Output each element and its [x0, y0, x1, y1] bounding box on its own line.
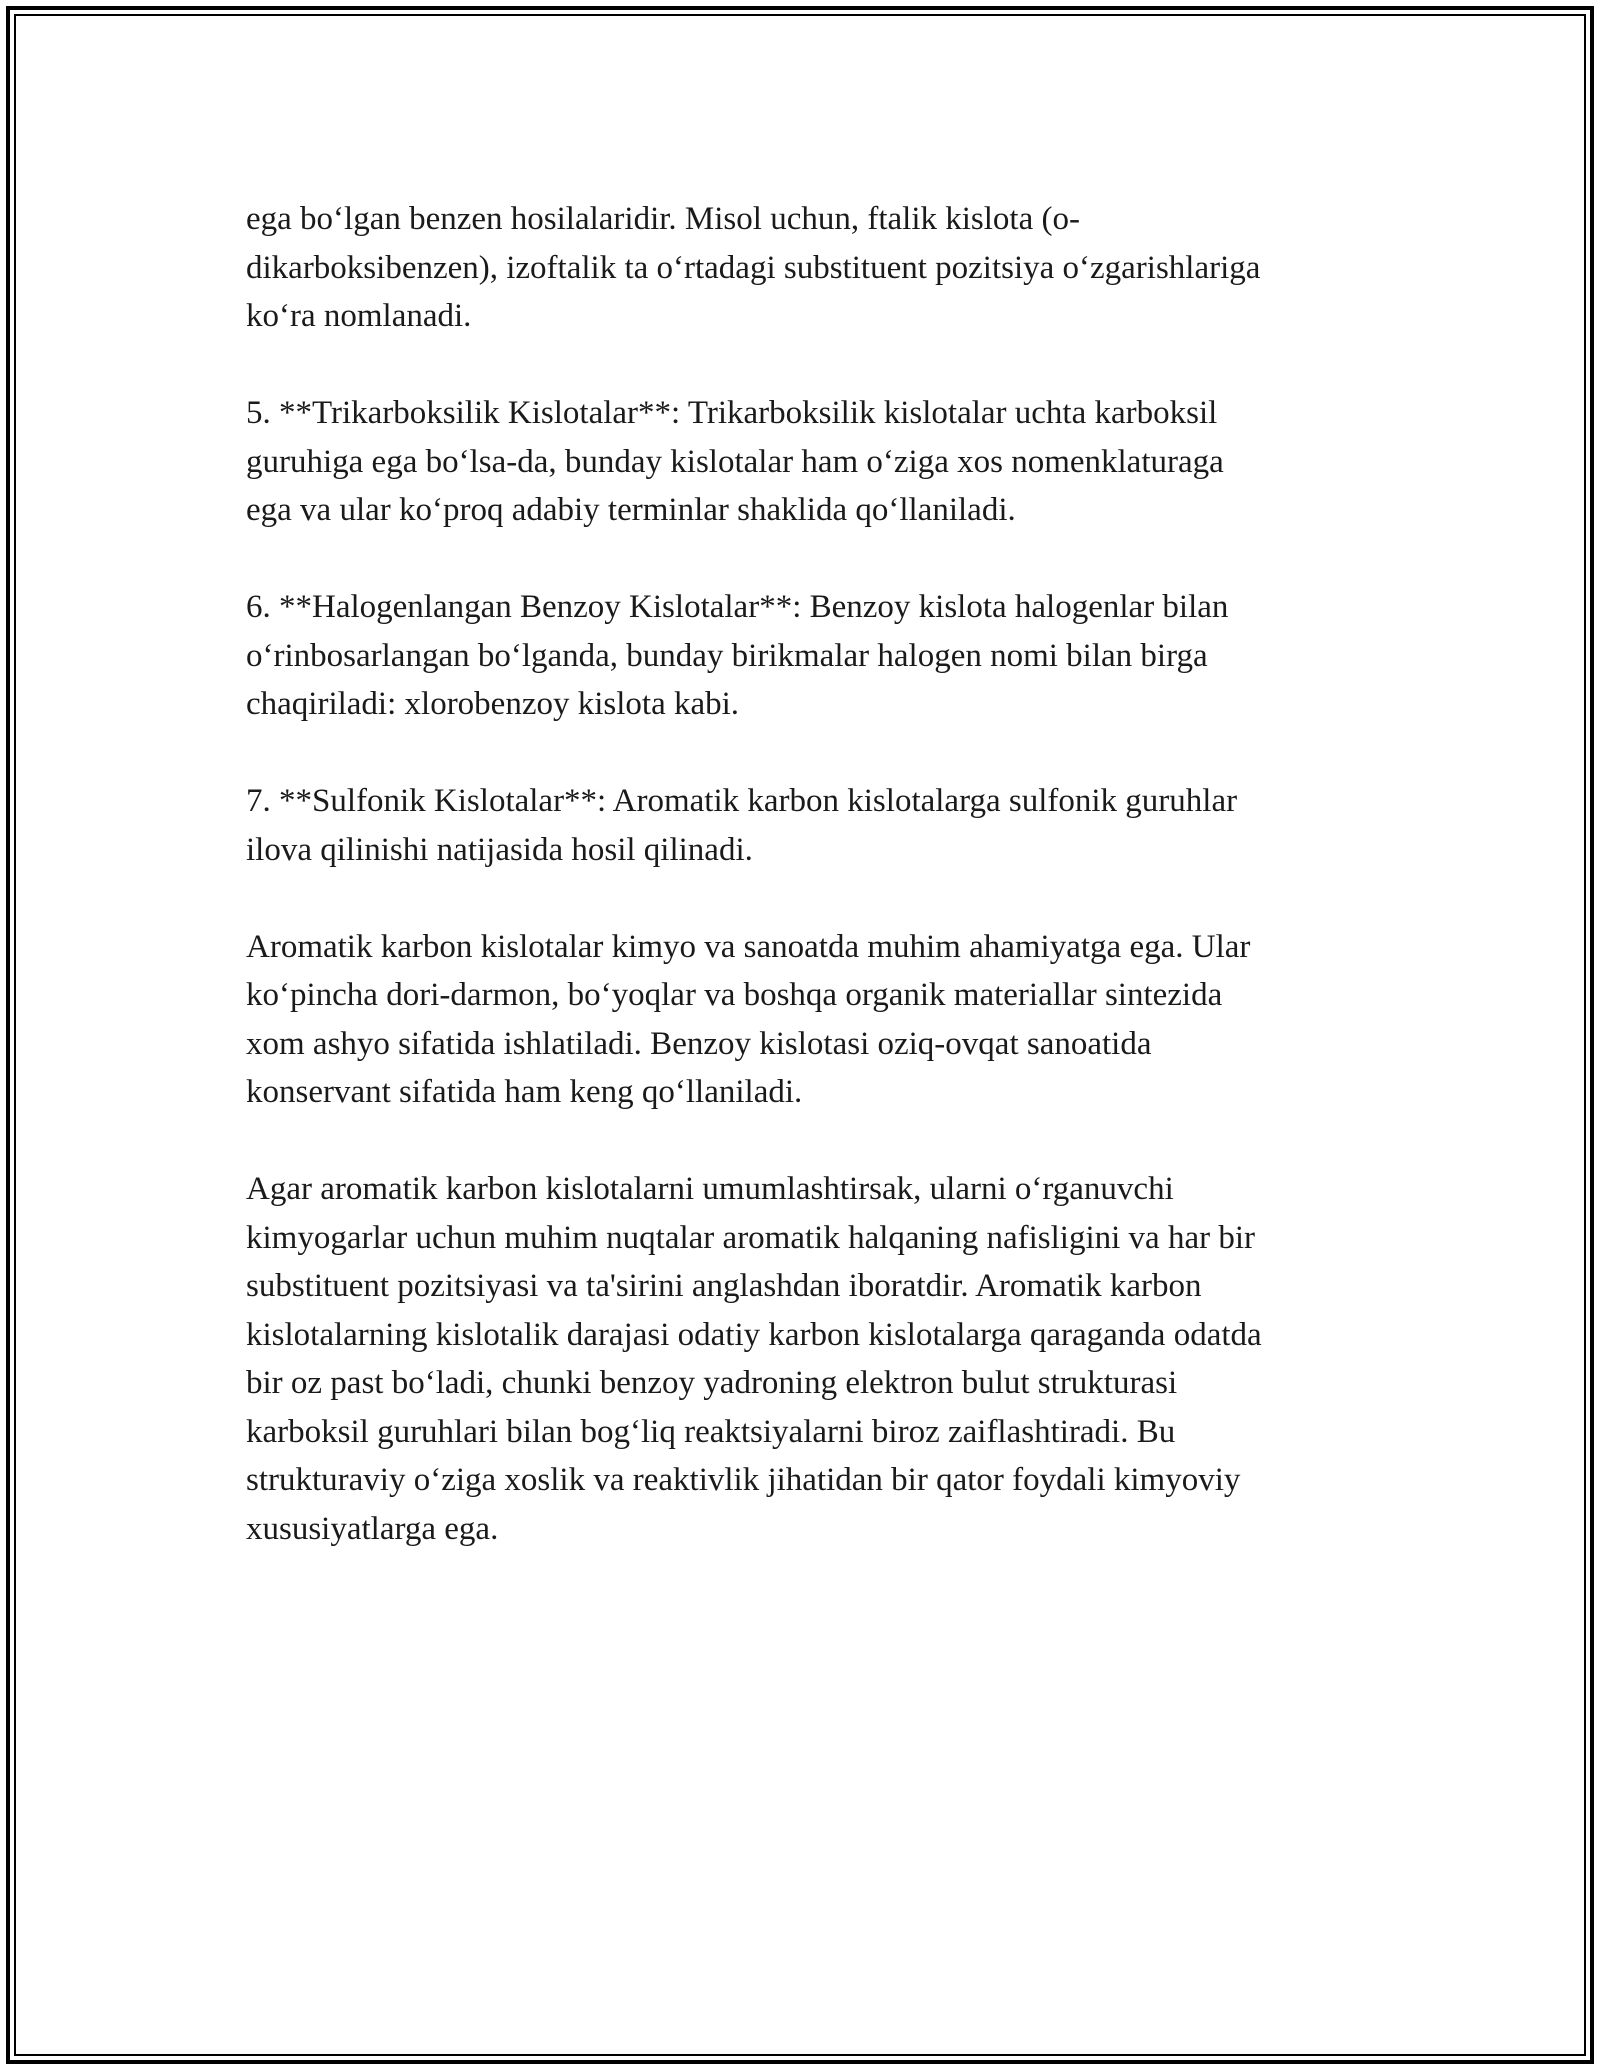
- document-body: [246, 195, 1396, 1602]
- paragraph-item-6: 6. **Halogenlangan Benzoy Kislotalar**: Benzoy kislota halogenlar bilan o‘rinbosarlangan bo‘lganda, bunday birikmalar halogen nomi bilan birga chaqiriladi: xlorobenzoy kislota kabi.: [246, 589, 1229, 722]
- paragraph-continuation: ega bo‘lgan benzen hosilalaridir. Misol uchun, ftalik kislota (o- dikarboksibenzen), izoftalik ta o‘rtadagi substituent pozitsiya o‘zgarishlariga ko‘ra nomlanadi.: [246, 201, 1261, 334]
- page-frame: [6, 6, 1594, 2064]
- paragraph-importance: Aromatik karbon kislotalar kimyo va sanoatda muhim ahamiyatga ega. Ular ko‘pincha dori-darmon, bo‘yoqlar va boshqa organik materiallar sintezida xom ashyo sifatida ishlatiladi. Benzoy kislotasi oziq-ovqat sanoatida konservant sifatida ham keng qo‘llaniladi.: [246, 928, 1251, 1110]
- paragraph-item-5: 5. **Trikarboksilik Kislotalar**: Trikarboksilik kislotalar uchta karboksil guruhiga ega bo‘lsa-da, bunday kislotalar ham o‘ziga xos nomenklaturaga ega va ular ko‘proq adabiy terminlar shaklida qo‘llaniladi.: [246, 395, 1224, 528]
- paragraph-item-7: 7. **Sulfonik Kislotalar**: Aromatik karbon kislotalarga sulfonik guruhlar ilova qilinishi natijasida hosil qilinadi.: [246, 783, 1238, 868]
- paragraph-summary: Agar aromatik karbon kislotalarni umumlashtirsak, ularni o‘rganuvchi kimyogarlar uchun muhim nuqtalar aromatik halqaning nafisligini va har bir substituent pozitsiyasi va ta'sirini anglashdan iboratdir. Aromatik karbon kislotalarning kislotalik darajasi odatiy karbon kislotalarga qaraganda odatda bir oz past bo‘ladi, chunki benzoy yadroning elektron bulut strukturasi karboksil guruhlari bilan bog‘liq reaktsiyalarni biroz zaiflashtiradi. Bu strukturaviy o‘ziga xoslik va reaktivlik jihatidan bir qator foydali kimyoviy xususiyatlarga ega.: [246, 1171, 1262, 1547]
